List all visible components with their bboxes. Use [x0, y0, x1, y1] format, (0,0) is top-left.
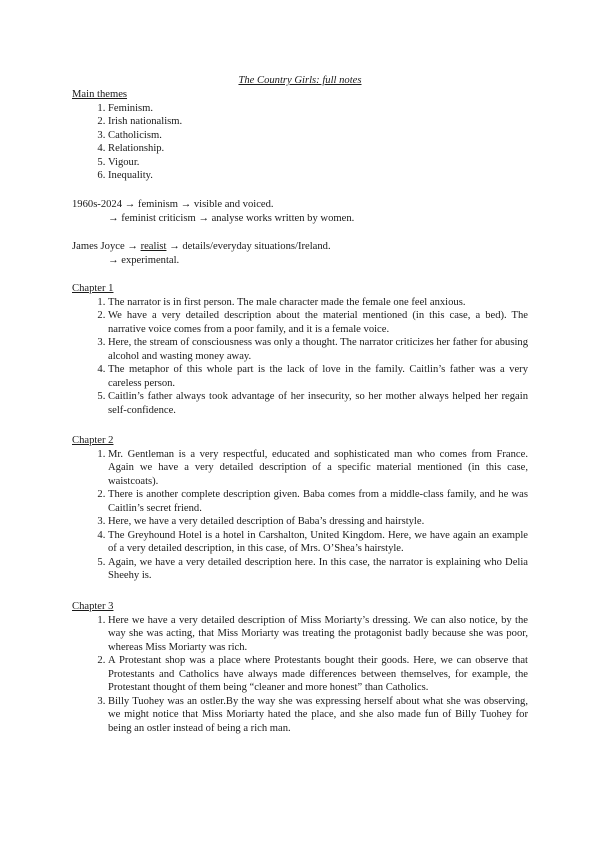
document-title: The Country Girls: full notes	[238, 75, 362, 86]
joyce-line: → experimental.	[108, 254, 180, 266]
list-item: 5. Vigour.	[108, 156, 528, 170]
themes-list	[72, 102, 528, 183]
list-item: 3. Here, the stream of consciousness was only a thought. The narrator criticizes her father for abusing alcohol and wasting money away.	[108, 336, 528, 363]
chapter1-section	[72, 282, 528, 417]
themes-heading: Main themes	[72, 89, 128, 100]
joyce-line	[72, 240, 528, 254]
list-item: 2. There is another complete description given. Baba comes from a middle-class family, and he was Caitlin’s secret friend.	[108, 488, 528, 515]
list-item: 4. Relationship.	[108, 142, 528, 156]
list-item: 3. Here, we have a very detailed description of Baba’s dressing and hairstyle.	[108, 515, 528, 529]
joyce-term: realist	[140, 241, 167, 252]
feminism-line: → feminist criticism → analyse works written by women.	[108, 212, 355, 224]
chapter3-list	[72, 614, 528, 736]
list-item: 1. Here we have a very detailed description of Miss Moriarty’s dressing. We can also notice, by the way she was acting, that Miss Moriarty was treating the protagonist badly because she was poor, whereas Miss Moriarty was rich.	[108, 614, 528, 655]
feminism-line: 1960s-2024 → feminism → visible and voiced.	[72, 199, 274, 210]
chapter3-section	[72, 600, 528, 735]
list-item: 5. Again, we have a very detailed description here. In this case, the narrator is explaining who Delia Sheehy is.	[108, 556, 528, 583]
list-item: 1. Feminism.	[108, 102, 528, 116]
list-item: 5. Caitlin’s father always took advantage of her insecurity, so her mother always helped her regain self-confidence.	[108, 390, 528, 417]
list-item: 1. The narrator is in first person. The male character made the female one feel anxious.	[108, 296, 528, 310]
feminism-section	[72, 198, 528, 225]
chapter1-list	[72, 296, 528, 418]
list-item: 2. Irish nationalism.	[108, 115, 528, 129]
chapter3-heading: Chapter 3	[72, 601, 114, 612]
list-item: 3. Catholicism.	[108, 129, 528, 143]
joyce-section	[72, 240, 528, 267]
list-item: 3. Billy Tuohey was an ostler.By the way she was expressing herself about what she was observing, we might notice that Miss Moriarty hated the place, and she also made fun of Billy Tuohey for being an ostler instead of being a rich man.	[108, 695, 528, 736]
list-item: 4. The Greyhound Hotel is a hotel in Carshalton, United Kingdom. Here, we have again an example of a very detailed description, in this case, of Mrs. O’Shea’s hairstyle.	[108, 529, 528, 556]
chapter2-heading: Chapter 2	[72, 435, 114, 446]
joyce-suffix: → details/everyday situations/Ireland.	[166, 241, 331, 252]
joyce-prefix: James Joyce →	[72, 241, 141, 252]
chapter1-heading: Chapter 1	[72, 283, 114, 294]
list-item: 6. Inequality.	[108, 169, 528, 183]
chapter2-list	[72, 448, 528, 583]
list-item: 2. We have a very detailed description about the material mentioned (in this case, a bed). The narrative voice comes from a poor family, and it is a female voice.	[108, 309, 528, 336]
themes-section	[72, 88, 528, 183]
list-item: 4. The metaphor of this whole part is the lack of love in the family. Caitlin’s father was a very careless person.	[108, 363, 528, 390]
chapter2-section	[72, 434, 528, 583]
list-item: 1. Mr. Gentleman is a very respectful, educated and sophisticated man who comes from France. Again we have a very detailed description of a specific material mentioned (in this case, waistcoats).	[108, 448, 528, 489]
list-item: 2. A Protestant shop was a place where Protestants bought their goods. Here, we can observe that Protestants and Catholics have always made differences between themselves, for example, the Protestant thought of them being “cleaner and more honest” than Catholics.	[108, 654, 528, 695]
